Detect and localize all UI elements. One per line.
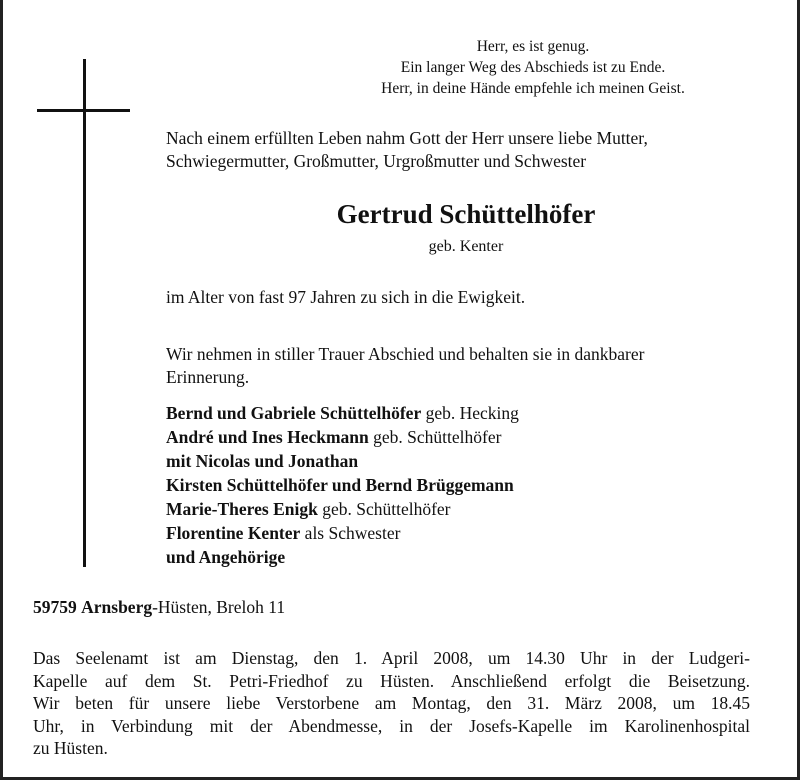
family-list bbox=[166, 401, 766, 569]
motto-line: Herr, es ist genug. bbox=[476, 38, 590, 55]
motto-line: Ein langer Weg des Abschieds ist zu Ende. bbox=[400, 59, 666, 76]
mourning-line: Wir nehmen in stiller Trauer Abschied und behalten sie in dankbarer bbox=[166, 344, 645, 364]
intro-line: Schwiegermutter, Großmutter, Urgroßmutter und Schwester bbox=[166, 151, 587, 171]
notice-line: zu Hüsten. bbox=[33, 738, 108, 758]
cross-icon-bar bbox=[37, 109, 130, 112]
family-member-name: und Angehörige bbox=[166, 547, 286, 567]
family-member bbox=[166, 497, 766, 521]
family-member bbox=[166, 545, 766, 569]
address-street: -Hüsten, Breloh 11 bbox=[152, 597, 286, 617]
family-member-name: André und Ines Heckmann bbox=[166, 427, 369, 447]
family-member bbox=[166, 401, 766, 425]
notice-line: Das Seelenamt ist am Dienstag, den 1. April 2008, um 14.30 Uhr in der Ludgeri- bbox=[33, 648, 750, 668]
family-member-note: geb. Hecking bbox=[421, 403, 519, 423]
motto-verse bbox=[250, 36, 800, 99]
family-member bbox=[166, 521, 766, 545]
age-text: im Alter von fast 97 Jahren zu sich in die Ewigkeit. bbox=[166, 287, 526, 307]
notice-line: Wir beten für unsere liebe Verstorbene am Montag, den 31. März 2008, um 18.45 bbox=[33, 693, 750, 713]
intro-text bbox=[166, 127, 766, 173]
deceased-name: Gertrud Schüttelhöfer bbox=[336, 199, 596, 229]
family-member-name: mit Nicolas und Jonathan bbox=[166, 451, 359, 471]
family-member bbox=[166, 449, 766, 473]
notice-line: Kapelle auf dem St. Petri-Friedhof zu Hüsten. Anschließend erfolgt die Beisetzung. bbox=[33, 670, 750, 691]
mourning-text bbox=[166, 343, 766, 389]
service-notice bbox=[33, 647, 750, 760]
family-member-name: Kirsten Schüttelhöfer und Bernd Brüggemann bbox=[166, 475, 514, 495]
motto-line: Herr, in deine Hände empfehle ich meinen Geist. bbox=[381, 80, 685, 97]
address bbox=[33, 596, 733, 618]
family-member bbox=[166, 473, 766, 497]
address-city: Arnsberg bbox=[81, 597, 153, 617]
family-member-note: als Schwester bbox=[300, 523, 401, 543]
notice-line: Uhr, in Verbindung mit der Abendmesse, in der Josefs-Kapelle im Karolinenhospital bbox=[33, 715, 750, 736]
cross-icon bbox=[83, 59, 86, 567]
family-member-note: geb. Schüttelhöfer bbox=[368, 427, 502, 447]
mourning-line: Erinnerung. bbox=[166, 367, 250, 387]
family-member bbox=[166, 425, 766, 449]
intro-line: Nach einem erfüllten Leben nahm Gott der Herr unsere liebe Mutter, bbox=[166, 128, 648, 148]
address-zip: 59759 bbox=[33, 597, 77, 617]
family-member-name: Bernd und Gabriele Schüttelhöfer bbox=[166, 403, 422, 423]
maiden-name: geb. Kenter bbox=[428, 238, 504, 255]
family-member-name: Marie-Theres Enigk bbox=[166, 499, 318, 519]
family-member-note: geb. Schüttelhöfer bbox=[317, 499, 451, 519]
family-member-name: Florentine Kenter bbox=[166, 523, 301, 543]
